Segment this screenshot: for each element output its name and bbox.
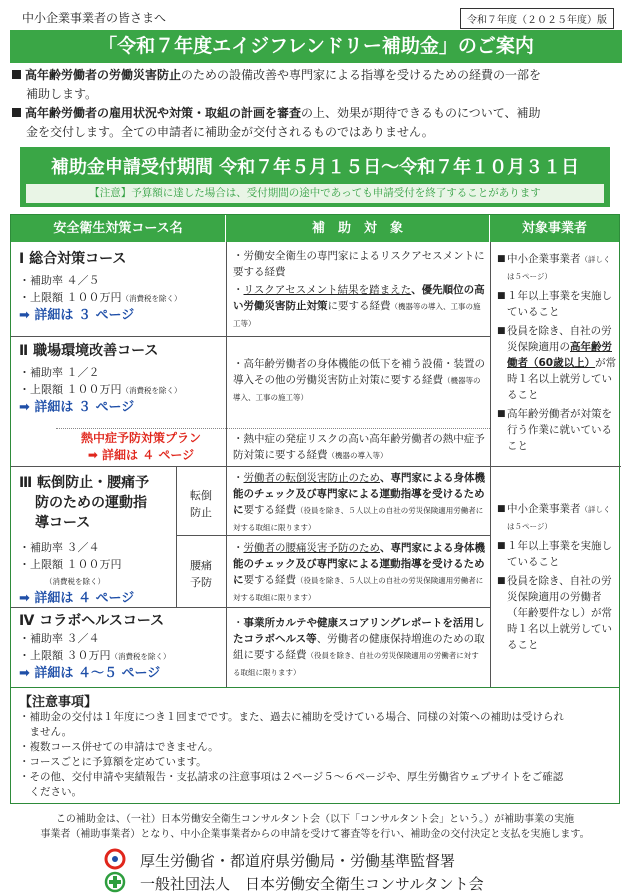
- footer-note: この補助金は、（一社）日本労働安全衛生コンサルタント会（以下「コンサルタント会」という。）が補助事業の実施 事業者（補助事業者）となり、中小企業事業者からの申請を受けて審査等を行い、補助金の交付決定と支払を実施します。: [40, 814, 590, 840]
- notes-box: [10, 688, 620, 804]
- course-3-target-backpain: ・労働者の腰痛災害予防のため、専門家による身体機能のチェック及び専門家による運動指導を受けるために要する経費（役員を除き、５人以上の自社の労災保険適用労働者に対する取組に限ります）: [233, 542, 485, 602]
- eligible-1-item-3: ■ 役員を除き、自社の労災保険適用の高年齢労働者（60歳以上）が常時１名以上就労していること: [497, 325, 617, 401]
- eligible-list-1: [497, 251, 617, 454]
- eligible-list-2: [497, 501, 617, 653]
- arrow-right-icon: ➡: [19, 591, 35, 606]
- intro-paragraph-2: 高年齢労働者の雇用状況や対策・取組の計画を審査の上、効果が期待できるものについて、補助 金を交付します。全ての申請者に補助金が交付されるものではありません。: [12, 104, 618, 142]
- course-1-rate: ・補助率 ４／５: [19, 274, 100, 287]
- course-2-detail-link[interactable]: ➡ 詳細は ３ ページ: [19, 400, 135, 415]
- heatstroke-plan-detail-link[interactable]: ➡ 詳細は ４ ページ: [87, 448, 195, 462]
- eligible-2-item-1: ■ 中小企業事業者（詳しくは５ページ）: [497, 503, 611, 531]
- sub-fall-prevention: 転倒 防止: [190, 489, 212, 519]
- course-1-detail-link[interactable]: ➡ 詳細は ３ ページ: [19, 308, 135, 323]
- audience-label: 中小企業事業者の皆さまへ: [22, 11, 167, 25]
- sub-backpain-prevention: 腰痛 予防: [190, 559, 212, 589]
- header-course-name: 安全衛生対策コース名: [11, 215, 226, 242]
- note-line: ください。: [19, 786, 82, 798]
- course-3-limit-note: （消費税を除く）: [45, 577, 105, 586]
- course-3: [19, 473, 175, 607]
- intro-paragraph-1: 高年齢労働者の労働災害防止のための設備改善や専門家による指導を受けるための経費の一部を 補助します。: [12, 66, 618, 104]
- arrow-right-icon: ➡: [19, 666, 35, 681]
- application-period-title: 補助金申請受付期間 令和７年５月１５日～令和７年１０月３１日: [50, 157, 580, 178]
- arrow-right-icon: ➡: [19, 308, 35, 323]
- eligible-1-item-4: ■ 高年齢労働者が対策を行う作業に就いていること: [497, 408, 612, 452]
- org-mhlw: 厚生労働省・都道府県労働局・労働基準監督署: [140, 852, 456, 870]
- header-subsidy-target: 補 助 対 象: [226, 215, 490, 242]
- subsidy-table: [10, 214, 620, 688]
- fiscal-year-badge: 令和７年度（２０２５年度）版: [460, 8, 614, 29]
- course-4-target: ・事業所カルテや健康スコアリングレポートを活用したコラボヘルス等、労働者の健康保持増進のための取組に要する経費（役員を除き、自社の労災保険適用の労働者に対する取組に限ります）: [233, 617, 485, 677]
- note-line: ・複数コース併せての申請はできません。: [19, 741, 219, 753]
- heatstroke-plan-title: 熱中症予防対策プラン: [80, 431, 201, 445]
- eligible-2-item-3: ■ 役員を除き、自社の労災保険適用の労働者（年齢要件なし）が常時１名以上就労していること: [497, 575, 612, 651]
- course-2: [19, 343, 219, 416]
- course-1-title: Ⅰ 総合対策コース: [19, 251, 127, 267]
- course-2-target: ・高年齢労働者の身体機能の低下を補う設備・装置の導入その他の労働災害防止対策に要する経費（機器等の導入、工事の施工等）: [233, 358, 485, 402]
- course-1-limit: ・上限額 １００万円（消費税を除く）: [19, 291, 182, 304]
- course-4: [19, 613, 224, 682]
- course-2-title: Ⅱ 職場環境改善コース: [19, 343, 159, 359]
- eligible-2-item-2: ■ １年以上事業を実施していること: [497, 540, 612, 568]
- course-4-title: Ⅳ コラボヘルスコース: [19, 613, 165, 629]
- note-line: ・補助金の交付は１年度につき１回までです。また、過去に補助を受けている場合、同様の対策への補助は受けられ: [19, 711, 564, 723]
- org-consultant-association: 一般社団法人 日本労働安全衛生コンサルタント会: [140, 875, 484, 893]
- arrow-right-icon: ➡: [87, 448, 103, 462]
- course-3-limit: ・上限額 １００万円: [19, 558, 122, 571]
- course-3-title: Ⅲ 転倒防止・腰痛予 防のための運動指 導コース: [19, 475, 150, 531]
- note-line: ・その他、交付申請や実績報告・支払請求の注意事項は２ページ５～６ページや、厚生労働省ウェブサイトをご確認: [19, 771, 564, 783]
- course-3-rate: ・補助率 ３／４: [19, 541, 100, 554]
- course-1-targets: [233, 248, 485, 332]
- eligible-1-item-2: ■ １年以上事業を実施していること: [497, 290, 612, 318]
- heatstroke-plan: [56, 430, 226, 464]
- course-4-detail-link[interactable]: ➡ 詳細は ４～５ ページ: [19, 666, 161, 681]
- course-4-rate: ・補助率 ３／４: [19, 632, 100, 645]
- note-line: ・コースごとに予算額を定めています。: [19, 756, 207, 768]
- course-2-rate: ・補助率 １／２: [19, 366, 100, 379]
- application-period-note: 【注意】予算額に達した場合は、受付期間の途中であっても申請受付を終了することがあります: [26, 184, 604, 203]
- course-1-target-2: ・リスクアセスメント結果を踏まえた、優先順位の高い労働災害防止対策に要する経費（機器等の導入、工事の施工等）: [233, 284, 485, 328]
- consultant-association-logo-icon: [104, 871, 126, 893]
- application-period-box: [20, 147, 610, 207]
- notes-title: 【注意事項】: [19, 695, 98, 710]
- course-2-limit: ・上限額 １００万円（消費税を除く）: [19, 383, 182, 396]
- course-3-detail-link[interactable]: ➡ 詳細は ４ ページ: [19, 591, 135, 606]
- note-line: ません。: [19, 726, 73, 738]
- eligible-1-item-1: ■ 中小企業事業者（詳しくは５ページ）: [497, 253, 611, 281]
- header-eligible-business: 対象事業者: [490, 215, 619, 242]
- page-title: 「令和７年度エイジフレンドリー補助金」のご案内: [10, 30, 622, 63]
- course-1: [19, 251, 219, 324]
- course-1-target-1: ・労働安全衛生の専門家によるリスクアセスメントに要する経費: [233, 250, 485, 278]
- heatstroke-plan-target: ・熱中症の発症リスクの高い高年齢労働者の熱中症予防対策に要する経費（機器の導入等）: [233, 433, 485, 461]
- mhlw-logo-icon: [104, 848, 126, 870]
- arrow-right-icon: ➡: [19, 400, 35, 415]
- course-4-limit: ・上限額 ３０万円（消費税を除く）: [19, 649, 171, 662]
- course-3-target-fall: ・労働者の転倒災害防止のため、専門家による身体機能のチェック及び専門家による運動指導を受けるために要する経費（役員を除き、５人以上の自社の労災保険適用労働者に対する取組に限ります）: [233, 472, 485, 532]
